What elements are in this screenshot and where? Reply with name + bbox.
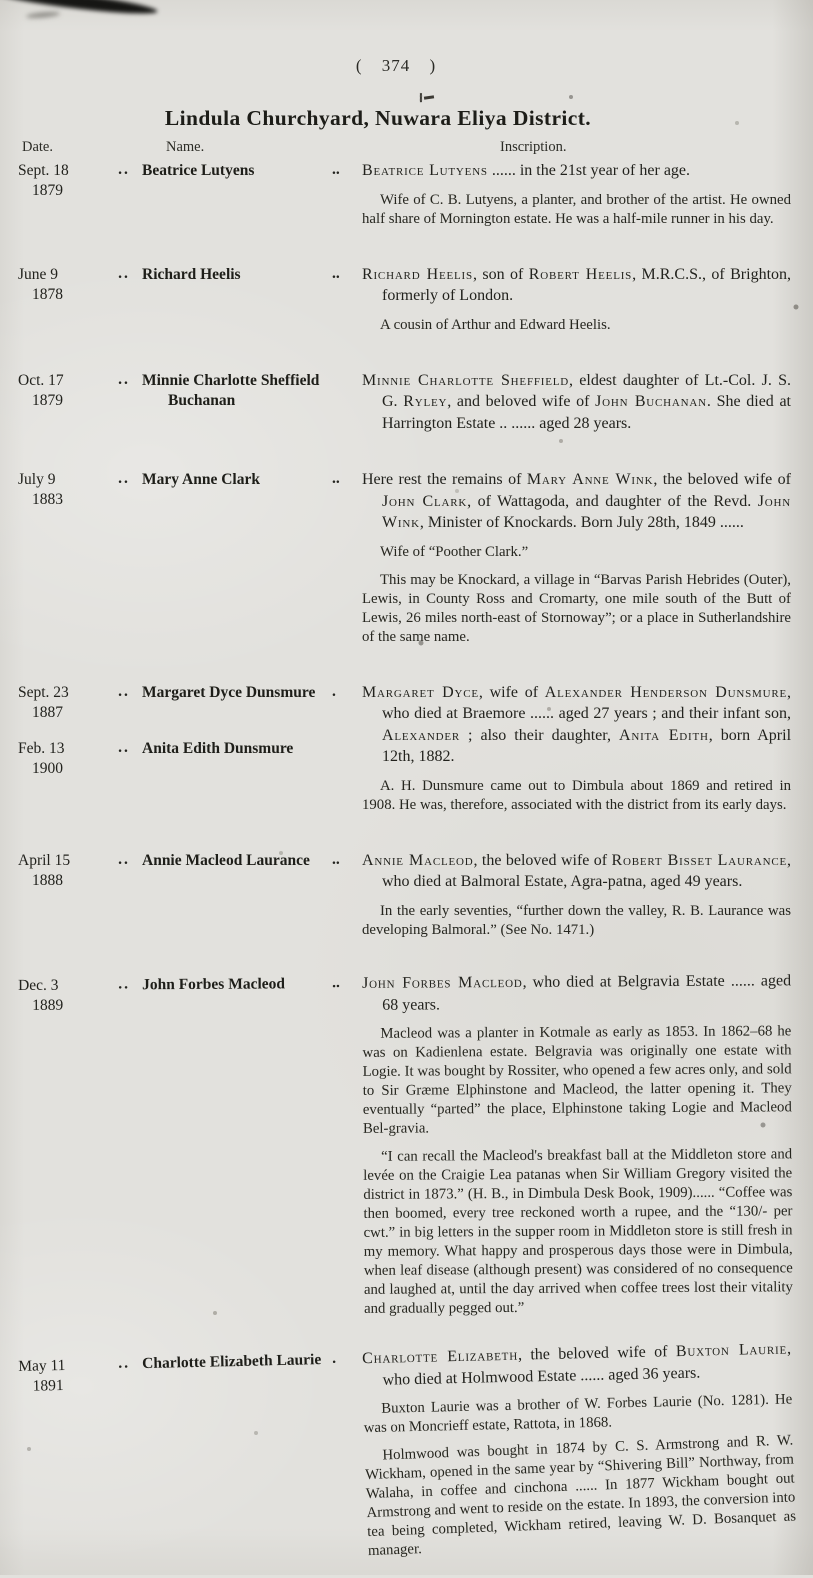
entry-name: Annie Macleod Laurance	[142, 851, 310, 869]
small-caps-name: John Buchanan	[595, 393, 707, 410]
text-segment: , son of	[472, 265, 529, 283]
dust-specks	[0, 0, 2, 2]
note-paragraph	[362, 543, 791, 562]
date-name-dots: ..	[118, 370, 130, 388]
entry-left	[18, 160, 350, 238]
text-segment: . She died at Harrington Estate .. ...... aged 28 years.	[382, 393, 792, 432]
small-caps-name: Alexander Henderson Dunsmure	[544, 683, 787, 701]
entry-pair	[18, 470, 350, 510]
text-segment: Holmwood was bought in 1874 by C. S. Armstrong and R. W. Wickham, opened in the same year by “Shivering Bill” Northway, from Walaha, in coffee and cinchona ...... In 1877 Wickham bought out Armstrong and went to reside on the estate. In 1893, the conversion into tea being completed, Wickham retired, leaving W. D. Bosanquet as manager.	[364, 1431, 797, 1559]
date-name-dots: ..	[118, 470, 130, 487]
small-caps-name: John Clark	[382, 492, 468, 510]
text-segment: , M.R.C.S., of Brighton, formerly of London.	[382, 265, 792, 304]
entry-date: May 11 1891	[18, 1356, 66, 1395]
entry-date: July 9 1883	[18, 471, 63, 508]
entry-date: Sept. 18 1879	[18, 162, 69, 199]
entry-left	[18, 264, 350, 344]
date-name-dots: ..	[118, 850, 130, 868]
text-segment: , Minister of Knockards. Born July 28th, 1849 ......	[419, 514, 744, 531]
small-caps-name: Mary Anne Wink	[526, 471, 654, 488]
small-caps-name: Alexander	[382, 726, 461, 744]
entry-left	[18, 682, 350, 824]
entry-pair	[18, 973, 350, 1015]
name-inscription-dots: .	[332, 682, 336, 700]
name-inscription-dots: ..	[332, 264, 340, 282]
table-row	[18, 1338, 796, 1577]
entry-pair	[18, 683, 350, 723]
name-inscription-dots	[332, 739, 350, 779]
text-segment: , of Wattagoda, and daughter of the Revd.	[467, 492, 758, 510]
small-caps-name: Robert Heelis	[528, 265, 633, 283]
entry-name: Mary Anne Clark	[142, 471, 260, 488]
small-caps-name: John Wink	[382, 492, 791, 531]
small-caps-name: Robert Bisset Laurance	[611, 851, 788, 869]
text-segment: , born April 12th, 1882.	[382, 726, 792, 765]
entry-inscription	[350, 970, 793, 1328]
date-name-dots: ..	[118, 1353, 131, 1372]
note-paragraph	[362, 1022, 792, 1139]
table-row	[18, 682, 791, 824]
entry-name: Anita Edith Dunsmure	[142, 739, 294, 757]
text-segment: , the beloved wife of	[653, 471, 791, 488]
name-inscription-dots	[332, 371, 350, 411]
text-segment: Wife of “Poother Clark.”	[380, 543, 529, 560]
text-segment: , who died at Balmoral Estate, Agra-patna, aged 49 years.	[382, 851, 792, 890]
note-paragraph	[362, 571, 791, 647]
text-segment: , wife of	[478, 683, 545, 701]
note-paragraph	[362, 777, 791, 815]
text-segment: In the early seventies, “further down the valley, R. B. Laurance was developing Balmoral.” (See No. 1471.)	[362, 902, 791, 938]
entry-inscription	[350, 682, 791, 824]
small-caps-name: Ryley	[403, 393, 448, 410]
table-row	[18, 469, 791, 656]
table-row	[18, 370, 791, 444]
date-name-dots: ..	[118, 682, 130, 700]
text-segment: , and beloved wife of	[447, 393, 596, 410]
entry-inscription	[350, 1338, 796, 1570]
entry-name: John Forbes Macleod	[142, 974, 286, 993]
small-caps-name: Margaret Dyce	[362, 683, 479, 701]
column-headers	[18, 139, 791, 156]
inscription-paragraph	[362, 970, 791, 1016]
column-header-date: Date.	[22, 139, 53, 155]
small-caps-name: Buxton Laurie	[675, 1340, 788, 1360]
entry-pair	[18, 739, 350, 779]
small-caps-name: Minnie Charlotte Sheffield	[362, 371, 570, 389]
entry-pair	[18, 1349, 351, 1397]
entry-inscription	[350, 264, 791, 344]
entry-date: June 9 1878	[18, 265, 63, 303]
entry-inscription	[350, 160, 791, 238]
entry-left	[18, 972, 352, 1329]
text-segment: A cousin of Arthur and Edward Heelis.	[380, 316, 611, 333]
entry-left	[18, 1348, 355, 1577]
note-paragraph	[363, 1145, 793, 1319]
text-segment: , who died at Holmwood Estate ...... aged 36 years.	[382, 1339, 792, 1388]
inscription-paragraph	[362, 850, 791, 893]
entry-pair	[18, 265, 350, 305]
note-paragraph	[362, 316, 791, 335]
name-inscription-dots: ..	[332, 161, 340, 178]
small-caps-name: Anita Edith	[618, 726, 709, 744]
date-name-dots: ..	[118, 264, 130, 282]
entry-date: April 15 1888	[18, 851, 71, 889]
entry-left	[18, 469, 350, 656]
text-segment: This may be Knockard, a village in “Barvas Parish Hebrides (Outer), Lewis, in County Ross and Cromarty, one mile south of the Butt of Lewis, 26 miles north-east of Stornoway”; or a place in Sutherlandshire of the same name.	[362, 571, 791, 645]
name-inscription-dots: .	[331, 1349, 337, 1367]
entry-name: Charlotte Elizabeth Laurie	[142, 1350, 322, 1372]
table-row	[18, 850, 791, 949]
column-header-inscription: Inscription.	[500, 139, 567, 155]
small-caps-name: Annie Macleod	[362, 851, 474, 869]
date-name-dots: ..	[118, 974, 130, 992]
text-segment: Here rest the remains of	[362, 471, 527, 488]
text-segment: A. H. Dunsmure came out to Dimbula about 1869 and retired in 1908. He was, therefore, associated with the district from its early days.	[362, 777, 791, 813]
entry-pair	[18, 851, 350, 891]
entry-name: Richard Heelis	[142, 265, 241, 283]
entry-name: Margaret Dyce Dunsmure	[142, 683, 316, 701]
inscription-paragraph	[362, 370, 791, 435]
column-header-name: Name.	[166, 139, 205, 155]
inscription-paragraph	[362, 469, 791, 534]
inscription-paragraph	[362, 1338, 792, 1391]
text-segment: , who died at Braemore ...... aged 27 years ; and their infant son,	[382, 683, 791, 722]
note-paragraph	[363, 1390, 793, 1438]
small-caps-name: Charlotte Elizabeth	[361, 1346, 519, 1367]
small-caps-name: John Forbes Macleod	[362, 973, 523, 992]
text-segment: Buxton Laurie was a brother of W. Forbes Laurie (No. 1281). He was on Moncrieff estate, Rattota, in 1868.	[363, 1390, 793, 1436]
entry-date: Dec. 3 1889	[18, 976, 64, 1014]
text-segment: “I can recall the Macleod's breakfast ball at the Middleton store and levée on the Craigie Lea patanas when Sir William Gregory visited the district in 1873.” (H. B., in Dimbula Desk Book, 1909)...... “Coffee was then boomed, every tree reckoned worth a rupee, and the “130/- per cwt.” in big letters in the supper room in Middleton store is still fresh in my memory. What happy and prosperous days those were in Dimbula, when leaf disease (although present) was considered of no consequence and laughed at, until the day arrived when coffee trees lost their vitality and gradually pegged out.”	[363, 1145, 793, 1317]
entry-left	[18, 850, 350, 949]
text-segment: Macleod was a planter in Kotmale as early as 1853. In 1862–68 he was on Kadienlena estate. Belgravia was originally one estate with Logie. It was bought by Rossiter, who opened a few acres only, and sold to Sir Græme Elphinstone and Macleod, the latter opening it. They eventually “parted” the place, Elphinstone taking Logie and Macleod Bel-gravia.	[362, 1022, 792, 1137]
entry-inscription	[350, 850, 791, 949]
entry-left	[18, 370, 350, 444]
inscription-paragraph	[362, 264, 791, 307]
small-caps-name: Richard Heelis	[362, 265, 473, 283]
note-paragraph	[364, 1431, 797, 1561]
page-title: Lindula Churchyard, Nuwara Eliya District.	[164, 106, 592, 130]
name-inscription-dots: ..	[332, 470, 340, 487]
date-name-dots: ..	[118, 738, 130, 756]
note-paragraph	[362, 191, 791, 229]
page-number: ( 374 )	[355, 56, 437, 75]
table-row	[18, 970, 793, 1330]
entry-inscription	[350, 370, 791, 444]
text-segment: , eldest daughter of Lt.-Col. J. S. G.	[382, 371, 791, 410]
small-caps-name: Beatrice Lutyens	[362, 162, 488, 179]
entry-date: Oct. 17 1879	[18, 371, 64, 409]
text-segment: ...... in the 21st year of her age.	[487, 162, 691, 179]
entry-date: Sept. 23 1887	[18, 683, 69, 721]
inscription-paragraph	[362, 160, 791, 182]
text-segment: Wife of C. B. Lutyens, a planter, and brother of the artist. He owned half share of Mornington estate. He was a half-mile runner in his day.	[362, 191, 791, 227]
text-segment: , the beloved wife of	[473, 851, 612, 869]
entry-name: Beatrice Lutyens	[142, 162, 255, 179]
name-inscription-dots: ..	[332, 973, 340, 991]
inscription-paragraph	[362, 682, 791, 768]
entry-pair	[18, 371, 350, 411]
text-segment: , who died at Belgravia Estate ...... aged 68 years.	[382, 971, 792, 1013]
note-paragraph	[362, 902, 791, 940]
entry-date: Feb. 13 1900	[18, 739, 65, 777]
table-row	[18, 264, 791, 344]
entries	[18, 160, 797, 1578]
table-row	[18, 160, 791, 238]
name-inscription-dots: ..	[332, 850, 340, 868]
entry-name: Minnie Charlotte Sheffield Buchanan	[142, 371, 320, 409]
text-segment: , the beloved wife of	[517, 1342, 677, 1364]
date-name-dots: ..	[118, 161, 130, 178]
entry-inscription	[350, 469, 791, 656]
text-segment: ; also their daughter,	[460, 726, 619, 744]
entry-pair	[18, 161, 350, 201]
